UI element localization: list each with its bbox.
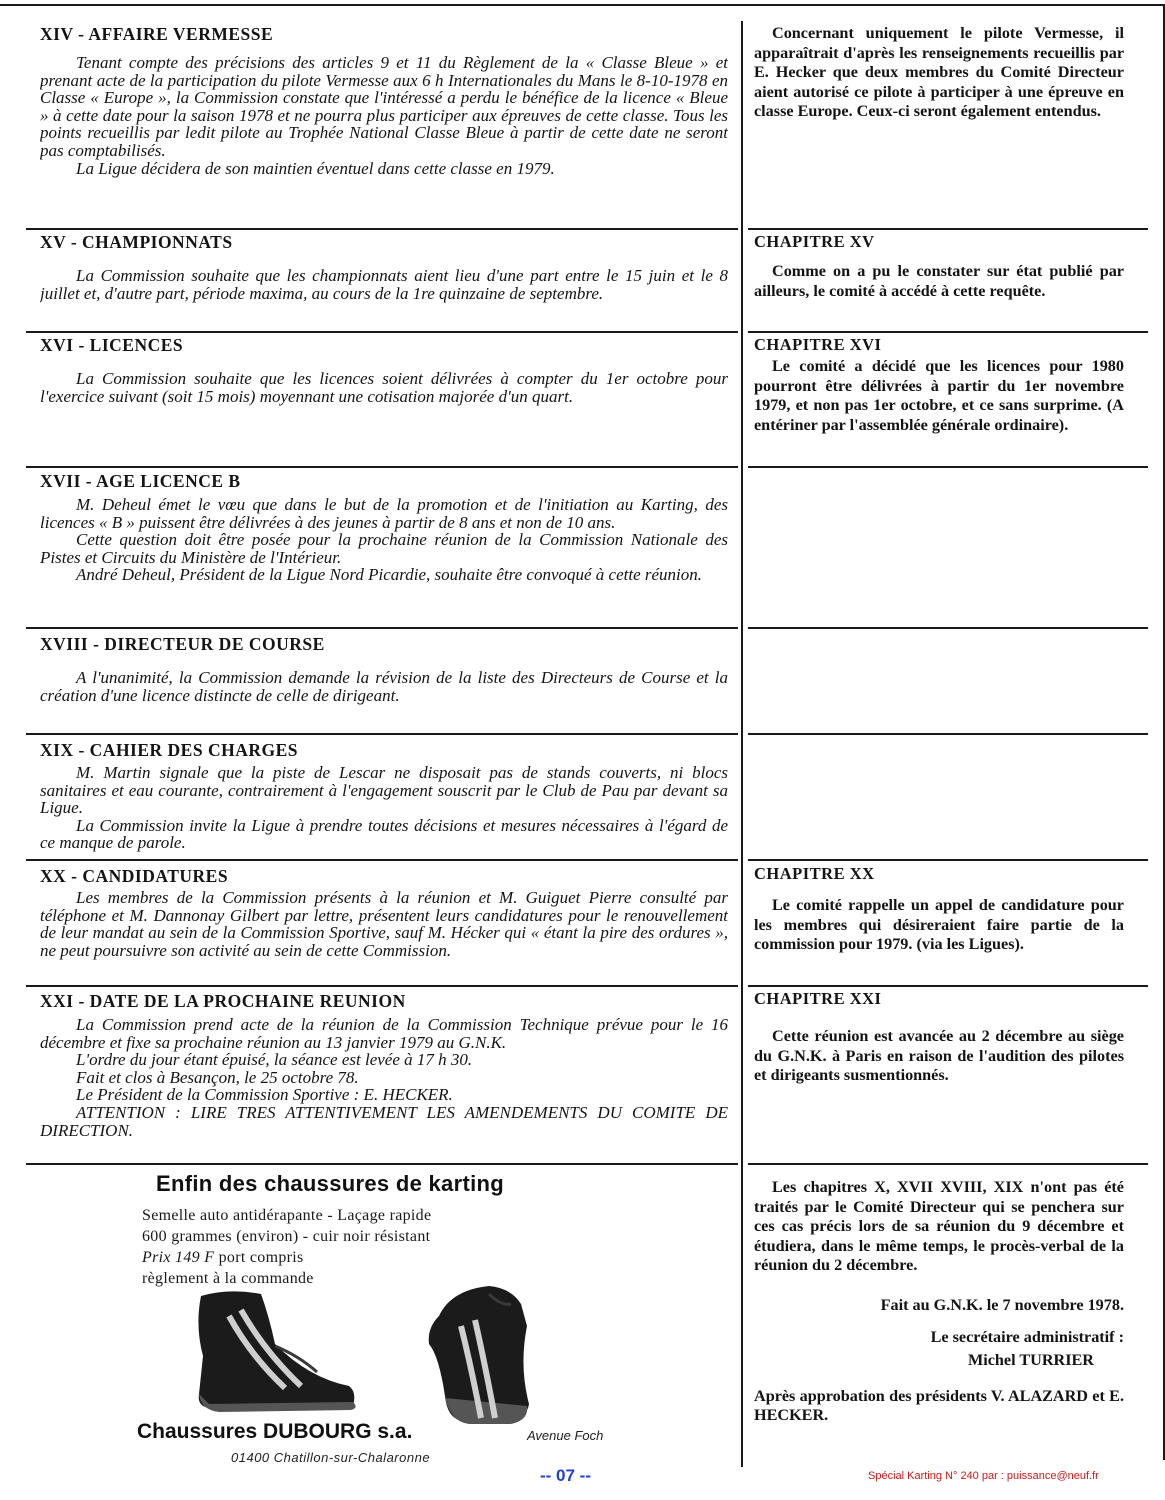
section-title: XVI - LICENCES bbox=[40, 335, 184, 355]
section-title: XX - CANDIDATURES bbox=[40, 866, 229, 886]
row-divider-left bbox=[26, 1163, 738, 1165]
paragraph: La Commission invite la Ligue à prendre toutes décisions et mesures nécessaires à l'égard de ce manque de parole. bbox=[40, 815, 728, 853]
reply-title: CHAPITRE XX bbox=[754, 864, 875, 883]
row-divider-left bbox=[26, 859, 738, 861]
reply-xxi bbox=[754, 989, 1124, 1159]
ad-price: Prix 149 F bbox=[142, 1249, 215, 1266]
row-divider-right bbox=[748, 859, 1148, 861]
reply-title: CHAPITRE XV bbox=[754, 232, 875, 251]
section-xxi bbox=[40, 991, 728, 1161]
row-divider-right bbox=[748, 985, 1148, 987]
paragraph: Les membres de la Commission présents à la réunion et M. Guiguet Pierre consulté par téléphone et M. Dannonay Gilbert par lettre, présentent leurs candidatures pour le renouvellement de leur mandat au sein de la Commission Sportive, sauf M. Hécker qui « étant la pire des ordures », ne peut poursuivre son activité au sein de cette Commission. bbox=[40, 888, 728, 960]
section-body bbox=[40, 370, 728, 405]
reply-xiv bbox=[754, 24, 1124, 224]
row-divider-right bbox=[748, 466, 1148, 468]
section-title: XVIII - DIRECTEUR DE COURSE bbox=[40, 634, 325, 654]
row-divider-left bbox=[26, 627, 738, 629]
karting-shoes-image bbox=[189, 1286, 599, 1426]
paragraph: André Deheul, Président de la Ligue Nord Picardie, souhaite être convoqué à cette réunion. bbox=[76, 565, 703, 585]
ad-price-suffix: port compris bbox=[214, 1249, 304, 1266]
row-divider-left bbox=[26, 331, 738, 333]
section-xiv bbox=[40, 24, 728, 224]
section-xvi bbox=[40, 335, 728, 463]
approval-note: Après approbation des présidents V. ALAZARD et E. HECKER. bbox=[754, 1386, 1124, 1425]
row-divider-left bbox=[26, 466, 738, 468]
reply-paragraph: Le comité a décidé que les licences pour 1980 pourront être délivrées à partir du 1er novembre 1979, et non pas 1er octobre, et ce sans surprime. (A entériner par l'assemblée générale ordinaire). bbox=[754, 357, 1124, 434]
section-xix bbox=[40, 740, 728, 856]
paragraph: M. Martin signale que la piste de Lescar ne disposait pas de stands couverts, ni blocs sanitaires et eau courante, contrairement à l'engagement souscrit par le Club de Pau par devant sa Ligue. bbox=[40, 763, 728, 818]
secretary-label: Le secrétaire administratif : bbox=[930, 1327, 1124, 1346]
ad-street: Avenue Foch bbox=[527, 1428, 604, 1443]
section-xv bbox=[40, 232, 728, 328]
reply-xvi bbox=[754, 335, 1124, 463]
reply-paragraph: Cette réunion est avancée au 2 décembre au siège du G.N.K. à Paris en raison de l'audition des pilotes et dirigeants susmentionnés. bbox=[754, 1027, 1124, 1085]
left-shoe-icon bbox=[198, 1291, 355, 1412]
ad-feature-line: Semelle auto antidérapante - Laçage rapide bbox=[142, 1207, 432, 1224]
paragraph: A l'unanimité, la Commission demande la révision de la liste des Directeurs de Course et la création d'une licence distincte de celle de dirigeant. bbox=[40, 668, 728, 705]
paragraph: Fait et clos à Besançon, le 25 octobre 78. bbox=[76, 1067, 359, 1087]
row-divider-right bbox=[748, 228, 1148, 230]
section-body bbox=[40, 669, 728, 704]
section-title: XV - CHAMPIONNATS bbox=[40, 232, 233, 252]
ad-price-line bbox=[142, 1249, 304, 1267]
column-divider bbox=[741, 21, 743, 1467]
ad-feature-line: règlement à la commande bbox=[142, 1270, 314, 1287]
section-xvii bbox=[40, 471, 728, 623]
paragraph: Cette question doit être posée pour la prochaine réunion de la Commission Nationale des Pistes et Circuits du Ministère de l'Intérieur. bbox=[40, 530, 728, 567]
paragraph: La Ligue décidera de son maintien éventuel dans cette classe en 1979. bbox=[76, 158, 555, 178]
paragraph: Le Président de la Commission Sportive : E. HECKER. bbox=[76, 1085, 453, 1105]
closing-made-at: Fait au G.N.K. le 7 novembre 1978. bbox=[880, 1295, 1124, 1314]
reply-paragraph: Le comité rappelle un appel de candidature pour les membres qui désireraient faire partie de la commission pour 1979. (via les Ligues). bbox=[754, 896, 1124, 954]
reply-title: CHAPITRE XVI bbox=[754, 335, 882, 354]
ad-brand: Chaussures DUBOURG s.a. bbox=[137, 1420, 413, 1443]
footer-note: Spécial Karting N° 240 par : puissance@neuf.fr bbox=[868, 1470, 1099, 1482]
section-title: XIV - AFFAIRE VERMESSE bbox=[40, 24, 274, 44]
paragraph: ATTENTION : LIRE TRES ATTENTIVEMENT LES AMENDEMENTS DU COMITE DE DIRECTION. bbox=[40, 1102, 728, 1140]
reply-paragraph: Comme on a pu le constater sur état publié par ailleurs, le comité à accédé à cette requête. bbox=[754, 262, 1124, 300]
top-border bbox=[0, 4, 1165, 6]
section-body bbox=[40, 764, 728, 852]
ad-feature-line: 600 grammes (environ) - cuir noir résistant bbox=[142, 1228, 431, 1245]
paragraph: La Commission prend acte de la réunion de la Commission Technique prévue pour le 16 décembre et fixe sa prochaine réunion au 13 janvier 1979 au G.N.K. bbox=[40, 1015, 728, 1052]
closing-notes bbox=[754, 1178, 1124, 1458]
row-divider-right bbox=[748, 627, 1148, 629]
shoe-advertisement bbox=[134, 1168, 634, 1473]
section-xx bbox=[40, 866, 728, 982]
row-divider-left bbox=[26, 733, 738, 735]
section-body bbox=[40, 496, 728, 584]
paragraph: Tenant compte des précisions des articles 9 et 11 du Règlement de la « Classe Bleue » et prenant acte de la participation du pilote Vermesse aux 6 h Internationales du Mans le 8-10-1978 en Classe « Europe », la Commission constate que l'intéressé a perdu le bénéfice de la licence « Bleue » à cette date pour la saison 1978 et ne pourra plus participer aux épreuves de cette classe. Tous les points recueillis par ledit pilote au Trophée National Classe Bleue à partir de cette date ne seront pas comptabilisés. bbox=[40, 53, 728, 160]
row-divider-right bbox=[748, 331, 1148, 333]
row-divider-left bbox=[26, 228, 738, 230]
section-body bbox=[40, 1016, 728, 1139]
paragraph: La Commission souhaite que les licences soient délivrées à compter du 1er octobre pour l'exercice suivant (soit 15 mois) moyennant une cotisation majorée d'un quart. bbox=[40, 369, 728, 406]
reply-xx bbox=[754, 864, 1124, 982]
section-body bbox=[40, 889, 728, 959]
right-shoe-icon bbox=[429, 1286, 529, 1424]
paragraph: M. Deheul émet le vœu que dans le but de la promotion et de l'initiation au Karting, des licences « B » puissent être délivrées à des jeunes à partir de 8 ans et non de 10 ans. bbox=[40, 495, 728, 532]
section-title: XVII - AGE LICENCE B bbox=[40, 471, 241, 491]
row-divider-right bbox=[748, 733, 1148, 735]
paragraph: La Commission souhaite que les championnats aient lieu d'une part entre le 15 juin et le 8 juillet et, d'autre part, période maxima, au cours de la 1re quinzaine de septembre. bbox=[40, 266, 728, 303]
reply-paragraph: Concernant uniquement le pilote Vermesse, il apparaîtrait d'après les renseignements recueillis par E. Hecker que deux membres du Comité Directeur aient autorisé ce pilote à participer à une épreuve en classe Europe. Ceux-ci seront également entendus. bbox=[754, 24, 1124, 121]
reply-xv bbox=[754, 232, 1124, 328]
section-body bbox=[40, 267, 728, 302]
ad-city: 01400 Chatillon-sur-Chalaronne bbox=[231, 1450, 431, 1465]
section-title: XXI - DATE DE LA PROCHAINE REUNION bbox=[40, 991, 406, 1011]
section-title: XIX - CAHIER DES CHARGES bbox=[40, 740, 299, 760]
reply-title: CHAPITRE XXI bbox=[754, 989, 882, 1008]
page-number: -- 07 -- bbox=[540, 1466, 591, 1485]
row-divider-right bbox=[748, 1163, 1148, 1165]
row-divider-left bbox=[26, 985, 738, 987]
section-body bbox=[40, 54, 728, 177]
secretary-name: Michel TURRIER bbox=[967, 1351, 1094, 1370]
ad-title: Enfin des chaussures de karting bbox=[156, 1171, 504, 1196]
closing-paragraph: Les chapitres X, XVII XVIII, XIX n'ont pas été traités par le Comité Directeur qui se penchera sur ces cas précis lors de sa réunion du 9 décembre et étudiera, dans le même temps, le procès-verbal de la réunion du 2 décembre. bbox=[754, 1178, 1124, 1275]
section-xviii bbox=[40, 634, 728, 730]
paragraph: L'ordre du jour étant épuisé, la séance est levée à 17 h 30. bbox=[76, 1050, 473, 1070]
